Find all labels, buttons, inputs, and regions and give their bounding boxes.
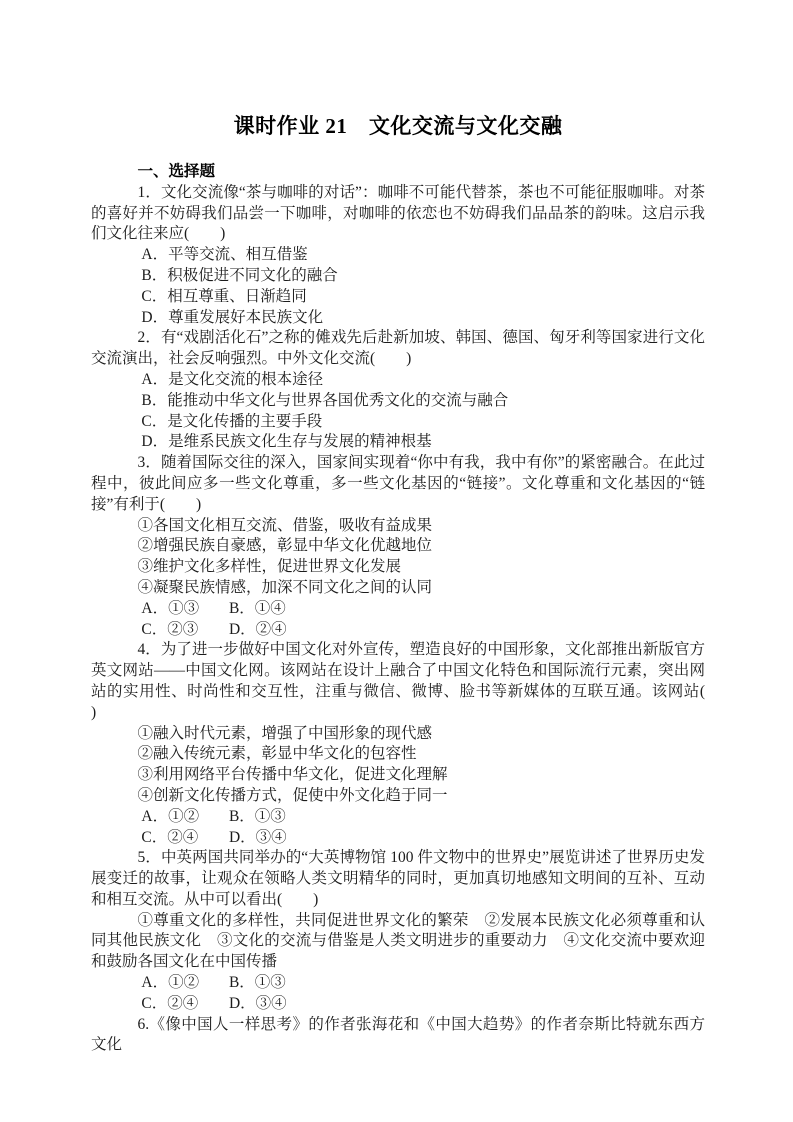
option-label: B． xyxy=(228,599,255,617)
option-text: 相互尊重、日渐趋同 xyxy=(167,287,307,305)
question-3-options-row-2 xyxy=(91,620,705,641)
question-4-statement-2: ②融入传统元素，彰显中华文化的包容性 xyxy=(137,745,417,763)
question-4-option-d xyxy=(229,829,287,846)
question-2-stem: 2．有“戏剧活化石”之称的傩戏先后赴新加坡、韩国、德国、匈牙利等国家进行文化交流演出，社会反响强烈。中外文化交流( ) xyxy=(91,329,705,368)
question-4-option-a xyxy=(141,807,225,828)
question-2-option-c xyxy=(91,412,705,433)
question-4-option-b xyxy=(229,808,286,825)
question-4-options-row-1 xyxy=(91,807,705,828)
question-3-statement-4: ④凝聚民族情感，加深不同文化之间的认同 xyxy=(137,578,433,596)
question-4-statement-3: ③利用网络平台传播中华文化，促进文化理解 xyxy=(137,766,448,784)
question-1-option-c xyxy=(91,287,705,308)
section-heading: 一、选择题 xyxy=(137,163,216,180)
question-3-statement-1: ①各国文化相互交流、借鉴，吸收有益成果 xyxy=(137,516,433,534)
option-label: D． xyxy=(141,308,169,326)
option-label: A． xyxy=(141,807,169,825)
question-1-stem: 1．文化交流像“茶与咖啡的对话”：咖啡不可能代替茶，茶也不可能征服咖啡。对茶的喜好并不妨碍我们品尝一下咖啡，对咖啡的依恋也不妨碍我们品品茶的韵味。这启示我们文化往来应( ) xyxy=(91,183,705,243)
question-4-options-row-2 xyxy=(91,828,705,849)
option-label: C． xyxy=(141,620,168,638)
question-3-statement-2: ②增强民族自豪感，彰显中华文化优越地位 xyxy=(137,537,433,555)
option-label: A． xyxy=(141,370,169,388)
question-3-option-b xyxy=(229,600,286,617)
question-3-option-d xyxy=(229,621,287,638)
option-label: D． xyxy=(228,828,256,846)
question-2-option-a xyxy=(91,370,705,391)
option-text: ①② xyxy=(168,807,200,825)
question-4-statement-4: ④创新文化传播方式，促使中外文化趋于同一 xyxy=(137,786,448,804)
question-5-option-c xyxy=(141,994,225,1015)
page-title: 课时作业 21 文化交流与文化交融 xyxy=(233,114,563,138)
question-5-stem: 5．中英两国共同举办的“大英博物馆 100 件文物中的世界史”展览讲述了世界历史发展变迁的故事，让观众在领略人类文明精华的同时，更加真切地感知文明间的互补、互动和相互交流。从中可以看出( ) xyxy=(91,849,705,908)
option-label: A． xyxy=(141,246,169,264)
question-3-statement-3: ③维护文化多样性，促进世界文化发展 xyxy=(137,558,402,576)
option-text: 能推动中华文化与世界各国优秀文化的交流与融合 xyxy=(167,391,509,409)
option-text: 积极促进不同文化的融合 xyxy=(167,266,338,284)
option-text: 是维系民族文化生存与发展的精神根基 xyxy=(168,433,432,451)
question-5-statements: ①尊重文化的多样性，共同促进世界文化的繁荣 ②发展本民族文化必须尊重和认同其他民族文化 ③文化的交流与借鉴是人类文明进步的重要动力 ④文化交流中要欢迎和鼓励各国文化在中国传播 xyxy=(91,911,705,971)
option-label: B． xyxy=(141,391,168,409)
option-label: B． xyxy=(228,974,255,992)
option-text: 尊重发展好本民族文化 xyxy=(168,308,324,326)
option-text: ③④ xyxy=(255,828,287,846)
question-3-option-a xyxy=(141,599,225,620)
option-label: A． xyxy=(141,974,169,992)
question-1-option-a xyxy=(91,245,705,266)
question-5-options-row-2 xyxy=(91,994,705,1015)
question-4-statement-1: ①融入时代元素，增强了中国形象的现代感 xyxy=(137,724,433,742)
option-text: ①③ xyxy=(254,807,286,825)
option-label: B． xyxy=(141,266,168,284)
option-text: ②③ xyxy=(167,620,199,638)
question-4-option-c xyxy=(141,828,225,849)
option-label: C． xyxy=(141,287,168,305)
option-label: A． xyxy=(141,599,169,617)
option-text: ①③ xyxy=(254,974,286,992)
question-3-stem: 3．随着国际交往的深入，国家间实现着“你中有我，我中有你”的紧密融合。在此过程中，彼此间应多一些文化尊重，多一些文化基因的“链接”。文化尊重和文化基因的“链接”有利于( ) xyxy=(91,454,705,513)
question-1-option-d xyxy=(91,308,705,329)
option-label: C． xyxy=(141,412,168,430)
question-4-stem: 4．为了进一步做好中国文化对外宣传，塑造良好的中国形象，文化部推出新版官方英文网站——中国文化网。该网站在设计上融合了中国文化特色和国际流行元素，突出网站的实用性、时尚性和交互性，注重与微信、微博、脸书等新媒体的互联互通。该网站( ) xyxy=(91,641,737,721)
option-text: 是文化交流的根本途径 xyxy=(168,370,324,388)
option-label: C． xyxy=(141,828,168,846)
question-3-option-c xyxy=(141,620,225,641)
question-2-option-d xyxy=(91,432,705,453)
option-text: ②④ xyxy=(167,828,199,846)
question-5-option-a xyxy=(141,973,225,994)
question-5-option-b xyxy=(229,974,286,991)
question-2-option-b xyxy=(91,391,705,412)
question-6-stem: 6.《像中国人一样思考》的作者张海花和《中国大趋势》的作者奈斯比特就东西方文化 xyxy=(91,1015,705,1054)
question-5-options-row-1 xyxy=(91,973,705,994)
question-3-options-row-1 xyxy=(91,599,705,620)
option-text: ③④ xyxy=(255,994,287,1012)
option-label: D． xyxy=(141,433,169,451)
question-1-option-b xyxy=(91,266,705,287)
option-text: 平等交流、相互借鉴 xyxy=(168,246,308,264)
option-text: 是文化传播的主要手段 xyxy=(167,412,323,430)
option-text: ①④ xyxy=(254,599,286,617)
option-label: D． xyxy=(228,994,256,1012)
option-text: ②④ xyxy=(167,994,199,1012)
question-5-option-d xyxy=(229,995,287,1012)
option-text: ①③ xyxy=(168,599,200,617)
option-label: B． xyxy=(228,807,255,825)
option-text: ①② xyxy=(168,974,200,992)
option-label: C． xyxy=(141,994,168,1012)
option-text: ②④ xyxy=(255,620,287,638)
option-label: D． xyxy=(228,620,256,638)
